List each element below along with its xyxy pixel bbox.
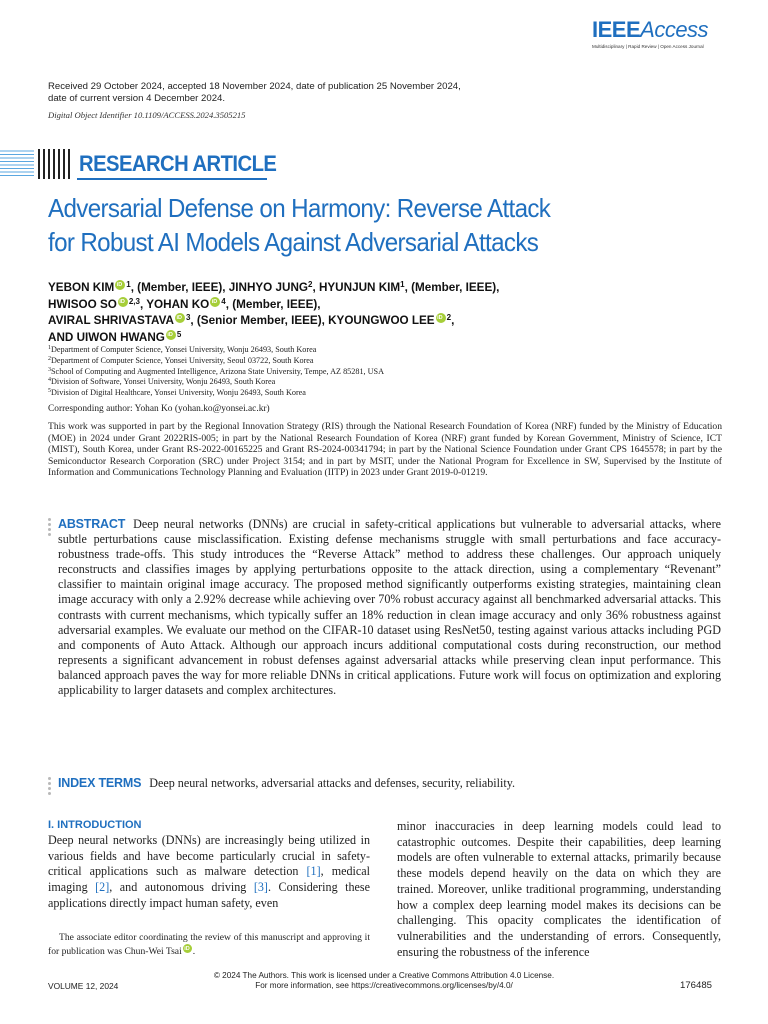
license-notice: © 2024 The Authors. This work is licensed under a Creative Commons Attribution 4.0 License. For more information, see https://creativecommons.org/licenses/by/4.0/ [0,971,768,991]
banner-bars-decoration [38,149,72,179]
page-number: 176485 [680,980,713,991]
intro-right-column: minor inaccuracies in deep learning models could lead to catastrophic outcomes. Despite their capabilities, deep learning models are often vulnerable to external attacks, primarily because these models depend heavily on the data on which they are trained. Moreover, unlike traditional programming, understanding how a complex deep learning model makes its decisions can be challenging. This opacity complicates the identification of vulnerabilities and the understanding of errors. Consequently, ensuring the robustness of the inference [397,819,721,959]
abstract-label: ABSTRACT [58,517,126,531]
funding-statement: This work was supported in part by the Regional Innovation Strategy (RIS) through the National Research Foundation of Korea (NRF) funded by the Ministry of Education (MOE) in 2024 under Grant 2022RIS-005; in part by the National Research Foundation of Korea (NRF) grant funded by Korean Government, Ministry of Science, ICT (MIST), South Korea, under Grant RS-2022-00165225 and Grant RS-2024-00341794; in part by the National Science Foundation under Grant CPS 1645578; in part by the Semiconductor Research Corporation (SRC) under Project 3154; and in part by MSIT, under the National Program for Excellence in SW, Supervised by the Institute of Information and Communications Technology Planning and Evaluation (IITP) in 2023 under Grant 2019-0-01219. [48,421,722,479]
received-dates: Received 29 October 2024, accepted 18 November 2024, date of publication 25 November 2024, date of current version 4 December 2024. [48,81,461,105]
orcid-icon[interactable] [183,944,192,953]
journal-tagline: Multidisciplinary | Rapid Review | Open Access Journal [592,44,704,49]
abstract [58,517,721,698]
orcid-icon[interactable] [210,297,220,307]
license-link[interactable]: For more information, see https://creativecommons.org/licenses/by/4.0/ [255,981,513,990]
intro-left-column: Deep neural networks (DNNs) are increasingly being utilized in various fields and have become particularly crucial in safety-critical applications such as malware detection [1], medical imaging [2], and autonomous driving [3]. Considering these applications directly impact human safety, even [48,833,370,910]
volume-info: VOLUME 12, 2024 [48,981,119,991]
affiliation: $^2$Department of Computer Science, Yonsei University, Seoul 03722, South Korea [48,355,314,365]
banner-underline [77,178,267,180]
article-type: RESEARCH ARTICLE [79,151,277,176]
index-terms-dots-decoration [48,777,52,797]
paper-title [48,191,662,259]
logo-ieee: IEEE [592,17,641,42]
title-line-2: for Robust AI Models Against Adversarial Attacks [48,227,539,257]
journal-logo [592,18,722,49]
doi: Digital Object Identifier 10.1109/ACCESS.2024.3505215 [48,110,246,120]
index-terms-label: INDEX TERMS [58,776,142,790]
affiliation: $^4$Division of Software, Yonsei University, Wonju 26493, South Korea [48,377,276,387]
orcid-icon[interactable] [436,313,446,323]
index-terms-text: Deep neural networks, adversarial attacks and defenses, security, reliability. [149,776,516,790]
citation-link[interactable]: [3] [253,880,268,895]
orcid-icon[interactable] [166,330,176,340]
corresponding-author: Corresponding author: Yohan Ko (yohan.ko@yonsei.ac.kr) [48,404,270,414]
citation-link[interactable]: [2] [95,880,110,895]
affiliation: $^1$Department of Computer Science, Yonsei University, Wonju 26493, South Korea [48,345,317,354]
index-terms [58,776,721,791]
citation-link[interactable]: [1] [306,864,321,879]
author-line-4: AND UIWON HWANGiD $^5$ [48,330,568,347]
affiliation: $^3$School of Computing and Augmented Intelligence, Arizona State University, Tempe, AZ 85281, USA [48,366,385,376]
author-list [48,280,568,346]
title-line-1: Adversarial Defense on Harmony: Reverse Attack [48,193,551,223]
abstract-text: Deep neural networks (DNNs) are crucial in safety-critical applications but vulnerable to adversarial attacks, where subtle perturbations cause misclassification. Existing defense mechanisms struggle with small perturbations and face accuracy-robustness trade-offs. This study introduces the “Reverse Attack” method to address these challenges. Our approach uniquely reconstructs and classifies images by applying perturbations opposite to the attack direction, using a complementary “Revenant” classifier to maintain original image accuracy. The proposed method significantly outperforms existing strategies, maintaining clean image accuracy with only a 2.92% decrease while achieving over 70% robust accuracy against all benchmarked adversarial attacks. This contrasts with current mechanisms, which typically suffer an 18% reduction in clean image accuracy and only 36% robustness against adversarial examples. We evaluate our method on the CIFAR-10 dataset using ResNet50, testing against various attacks including PGD and components of Auto Attack. Although our approach incurs additional computational costs during reconstruction, our method represents a significant advancement in robust defenses against adversarial attacks while preserving clean input performance. This balanced approach paves the way for more reliable DNNs in critical applications. Future work will focus on optimization and exploring applicability to larger datasets and complex architectures. [58,517,721,698]
abstract-dots-decoration [48,518,52,538]
banner-stripes-decoration [0,149,34,179]
logo-access: Access [640,17,709,42]
orcid-icon[interactable] [118,297,128,307]
orcid-icon[interactable] [175,313,185,323]
orcid-icon[interactable] [115,280,125,290]
affiliation: $^5$Division of Digital Healthcare, Yonsei University, Wonju 26493, South Korea [48,388,306,398]
section-heading-introduction: I. INTRODUCTION [48,819,142,831]
author-line-3: AVIRAL SHRIVASTAVAiD $^3$, (Senior Member, IEEE), KYOUNGWOO LEEiD $^2$, [48,313,568,330]
author-line-1: YEBON KIMiD $^1$, (Member, IEEE), JINHYO JUNG$^2$, HYUNJUN KIM$^1$, (Member, IEEE), [48,280,568,297]
affiliations [48,345,468,399]
author-line-2: HWISOO SOiD $^{2,3}$, YOHAN KOiD $^4$, (Member, IEEE), [48,297,568,314]
editor-footnote: The associate editor coordinating the review of this manuscript and approving it for publication was Chun-Wei TsaiiD . [48,931,370,958]
